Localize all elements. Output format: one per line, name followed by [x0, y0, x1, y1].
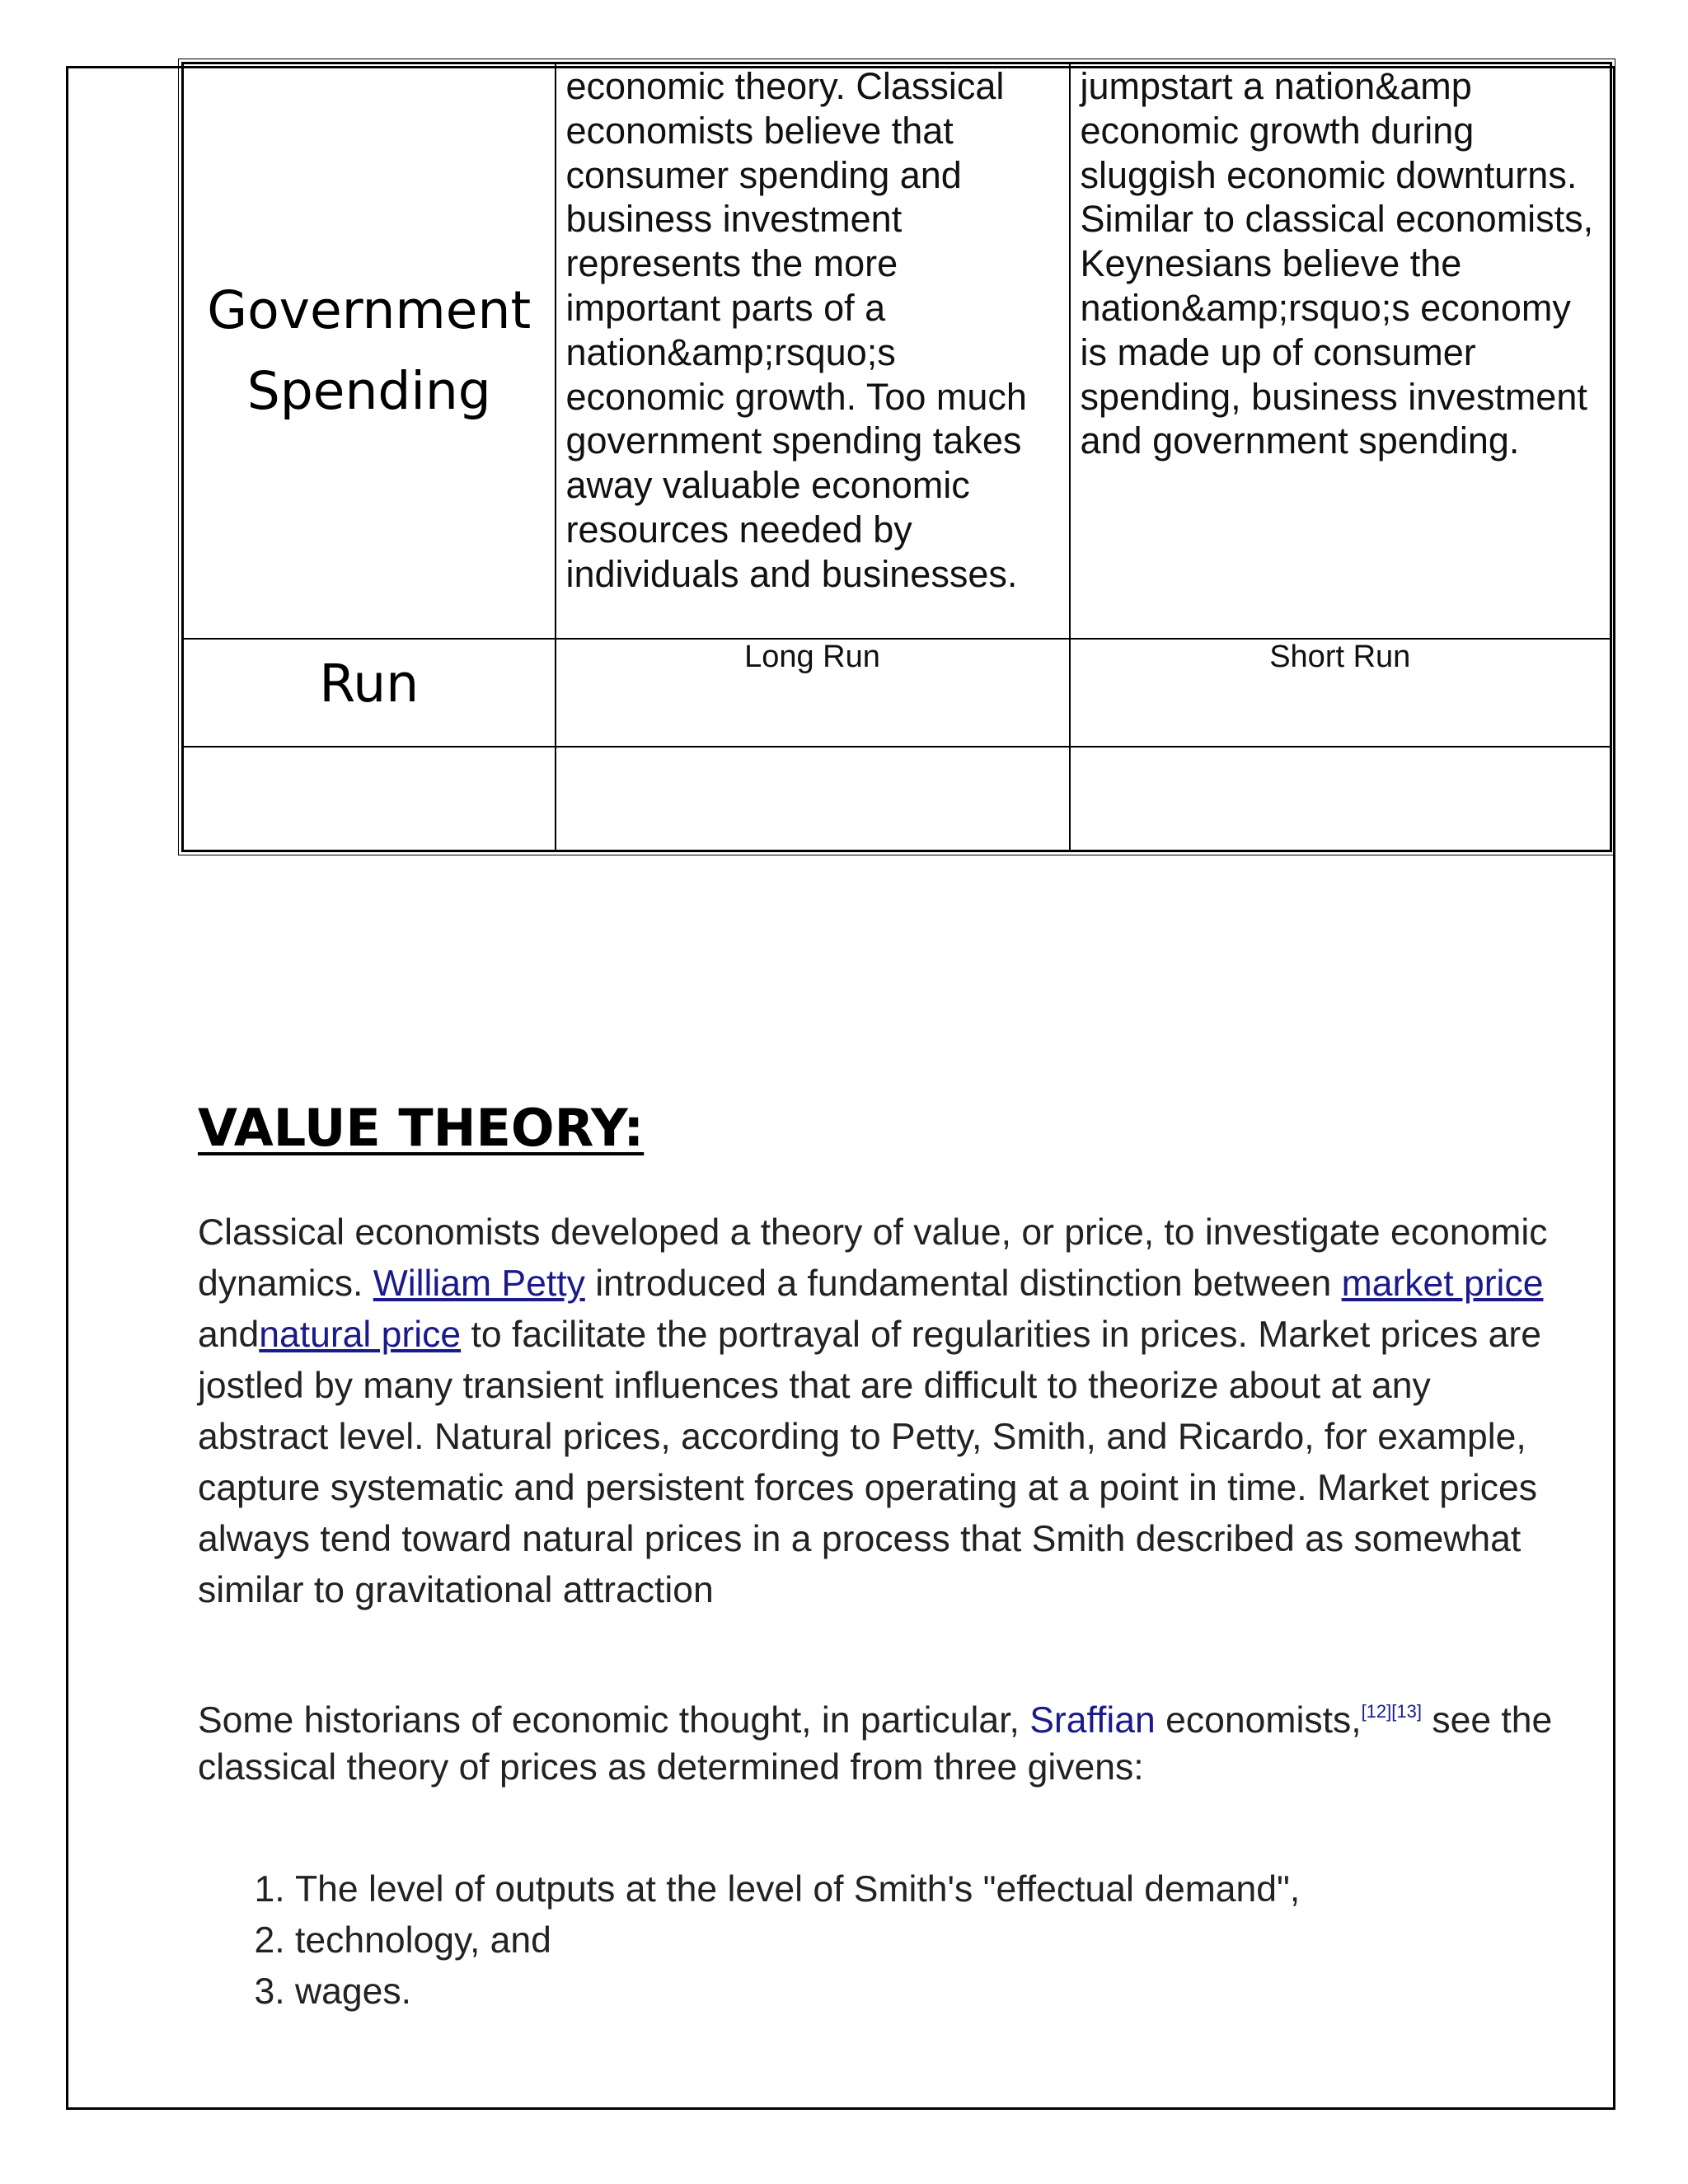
empty-classical-cell — [556, 747, 1070, 851]
table-row — [183, 639, 1611, 747]
para2-text-3: see the classical theory of prices as determined from three givens: — [198, 1700, 1553, 1788]
natural-price-link[interactable]: natural price — [259, 1315, 462, 1355]
classical-cell: economic theory. Classical economists believe that consumer spending and business investment represents the more important parts of a nation&amp;rsquo;s economic growth. Too much government spending takes away valuable economic resources needed by individuals and businesses. — [556, 63, 1070, 640]
para1-text-1: Classical economists developed a theory of value, or price, to investigate economic dynamics. — [198, 1212, 1548, 1304]
classical-run-cell: Long Run — [556, 639, 1070, 747]
para1-text-3: and — [198, 1315, 260, 1355]
section-heading: VALUE THEORY: — [198, 1098, 645, 1158]
keynesian-run-cell: Short Run — [1070, 639, 1611, 747]
keynesian-cell: jumpstart a nation&amp economic growth during sluggish economic downturns. Similar to classical economists, Keynesians believe the nation&amp;rsquo;s economy is made up of consumer spending, business investment and government spending. — [1070, 63, 1611, 640]
para2-text-1: Some historians of economic thought, in particular, — [198, 1700, 1030, 1741]
list-item: 1. The level of outputs at the level of Smith's "effectual demand", — [295, 1864, 1531, 1915]
citation-ref[interactable]: [12][13] — [1361, 1701, 1422, 1722]
para1-text-2: introduced a fundamental distinction between — [584, 1263, 1342, 1304]
market-price-link[interactable]: market price — [1341, 1263, 1544, 1304]
comparison-table — [181, 62, 1610, 852]
row-label-run: Run — [183, 639, 556, 747]
table-row — [183, 747, 1611, 851]
sraffian-term: Sraffian — [1029, 1700, 1156, 1741]
list-item: 2. technology, and — [295, 1915, 1531, 1966]
empty-keynesian-cell — [1070, 747, 1611, 851]
givens-list — [252, 1864, 1531, 2018]
historians-paragraph — [198, 1698, 1558, 1791]
empty-row-label — [183, 747, 556, 851]
list-item: 3. wages. — [295, 1966, 1531, 2018]
value-theory-paragraph — [198, 1207, 1558, 1616]
table-row — [183, 63, 1611, 640]
para2-text-2: economists, — [1155, 1700, 1362, 1741]
row-label-government-spending: Government Spending — [183, 63, 556, 640]
para1-text-4: to facilitate the portrayal of regularities in prices. Market prices are jostled by many transient influences that are difficult to theorize about at any abstract level. Natural prices, according to Petty, Smith, and Ricardo, for example, capture systematic and persistent forces operating at a point in time. Market prices always tend toward natural prices in a process that Smith described as somewhat similar to gravitational attraction — [198, 1315, 1541, 1610]
william-petty-link[interactable]: William Petty — [373, 1263, 585, 1304]
